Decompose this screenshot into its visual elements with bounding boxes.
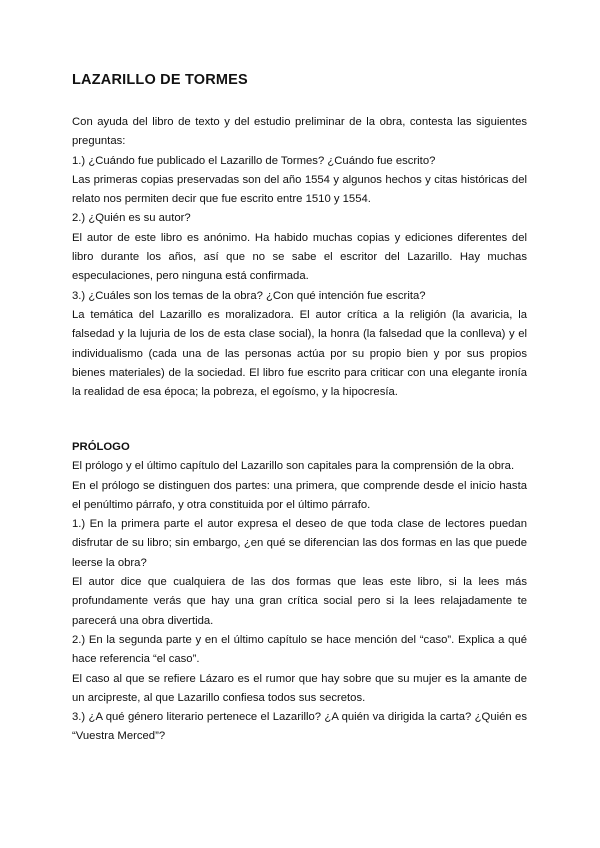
prologue-paragraph: El prólogo y el último capítulo del Lazarillo son capitales para la comprensión de la obra. xyxy=(72,460,515,473)
question-3: 3.) ¿Cuáles son los temas de la obra? ¿Con qué intención fue escrita? xyxy=(72,289,426,302)
intro-paragraph: Con ayuda del libro de texto y del estudio preliminar de la obra, contesta las siguientes preguntas: xyxy=(72,116,527,148)
question-2: 2.) ¿Quién es su autor? xyxy=(72,212,191,225)
prologue-answer-2: El caso al que se refiere Lázaro es el rumor que hay sobre que su mujer es la amante de un arcipreste, al que Lazarillo confiesa todos sus secretos. xyxy=(72,672,527,704)
prologue-section xyxy=(72,438,527,747)
prologue-paragraph: En el prólogo se distinguen dos partes: una primera, que comprende desde el inicio hasta el penúltimo párrafo, y otra constituida por el último párrafo. xyxy=(72,479,527,511)
prologue-question-1: 1.) En la primera parte el autor expresa el deseo de que toda clase de lectores puedan disfrutar de su libro; sin embargo, ¿en qué se diferencian las dos formas en las que puede leerse la obra? xyxy=(72,518,527,569)
prologue-question-2: 2.) En la segunda parte y en el último capítulo se hace mención del “caso”. Explica a qué hace referencia “el caso”. xyxy=(72,633,527,666)
prologue-heading: PRÓLOGO xyxy=(72,441,130,453)
answer-2: El autor de este libro es anónimo. Ha habido muchas copias y ediciones diferentes del libro durante los años, así que no se sabe el escritor del Lazarillo. Hay muchas especulaciones, pero ninguna está confirmada. xyxy=(72,231,527,283)
question-1: 1.) ¿Cuándo fue publicado el Lazarillo de Tormes? ¿Cuándo fue escrito? xyxy=(72,154,436,167)
prologue-answer-1: El autor dice que cualquiera de las dos formas que leas este libro, si la lees más profundamente verás que hay una gran crítica social pero si la lees relajadamente te parecerá una obra divertida. xyxy=(72,576,527,627)
prologue-question-3: 3.) ¿A qué género literario pertenece el Lazarillo? ¿A quién va dirigida la carta? ¿Quién es “Vuestra Merced”? xyxy=(72,711,527,743)
document-title: LAZARILLO DE TORMES xyxy=(72,72,248,88)
questions-section xyxy=(72,113,527,402)
answer-3: La temática del Lazarillo es moralizadora. El autor crítica a la religión (la avaricia, la falsedad y la lujuria de los de esta clase social), la honra (la falsedad que la conlleva) y el individualismo (cada una de las personas actúa por su propio bien y por sus propios bienes materiales) de la sociedad. El libro fue escrito para criticar con una elegante ironía la realidad de esa época; la pobreza, el egoísmo, y la hipocresía. xyxy=(72,308,527,399)
answer-1: Las primeras copias preservadas son del año 1554 y algunos hechos y citas históricas del relato nos permiten decir que fue escrito entre 1510 y 1554. xyxy=(72,173,527,206)
